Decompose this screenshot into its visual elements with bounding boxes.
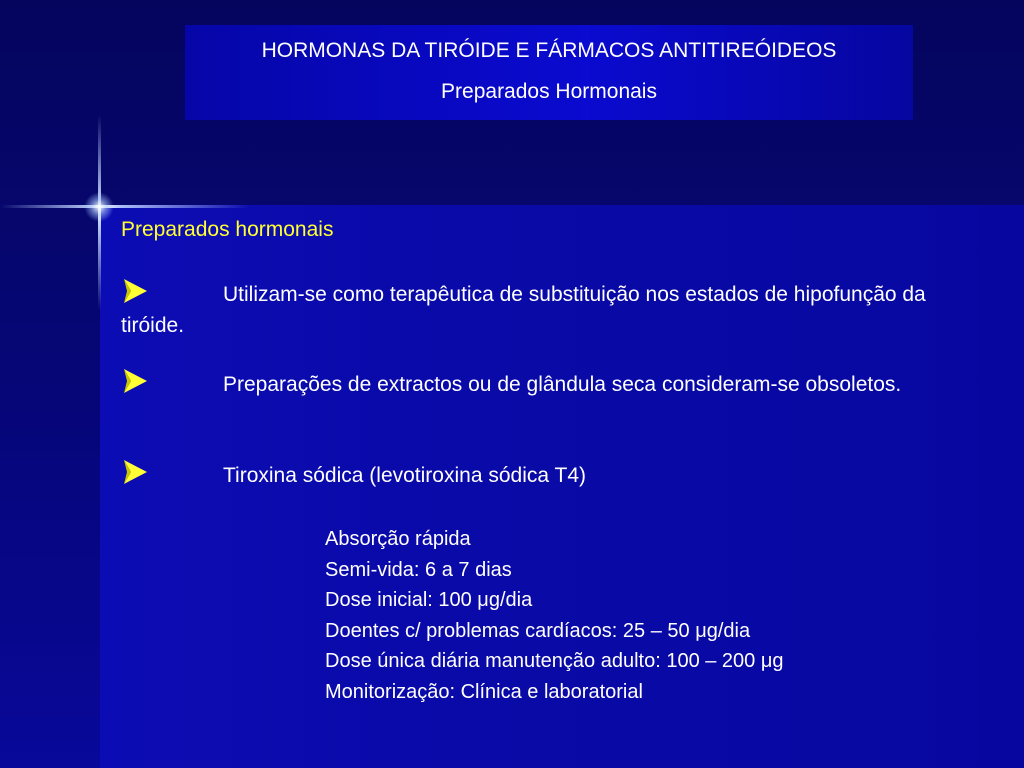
flare-glow	[84, 192, 114, 222]
slide-subtitle: Preparados Hormonais	[441, 80, 657, 103]
section-heading: Preparados hormonais	[121, 218, 334, 241]
arrowhead-bullet-icon	[121, 277, 151, 307]
bullet-item	[121, 460, 941, 491]
bullet-text: Preparações de extractos ou de glândula seca consideram-se obsoletos.	[223, 373, 902, 396]
detail-line: Dose única diária manutenção adulto: 100 – 200 μg	[325, 650, 784, 672]
arrowhead-bullet-icon	[121, 458, 151, 488]
detail-line: Monitorização: Clínica e laboratorial	[325, 680, 643, 703]
bullet-text: Utilizam-se como terapêutica de substituição nos estados de hipofunção da tiróide.	[121, 283, 926, 337]
bullet-text: Tiroxina sódica (levotiroxina sódica T4)	[223, 464, 586, 487]
detail-line: Doentes c/ problemas cardíacos: 25 – 50 μg/dia	[325, 619, 751, 642]
arrowhead-bullet-icon	[121, 367, 151, 397]
slide-title: HORMONAS DA TIRÓIDE E FÁRMACOS ANTITIREÓIDEOS	[261, 39, 837, 62]
detail-line: Dose inicial: 100 μg/dia	[325, 589, 533, 611]
flare-horizontal-ray	[0, 205, 250, 208]
bullet-item	[121, 369, 941, 400]
detail-line: Absorção rápida	[325, 528, 471, 550]
detail-line: Semi-vida: 6 a 7 dias	[325, 558, 512, 581]
details-list	[325, 524, 784, 707]
bullet-item	[121, 279, 941, 341]
